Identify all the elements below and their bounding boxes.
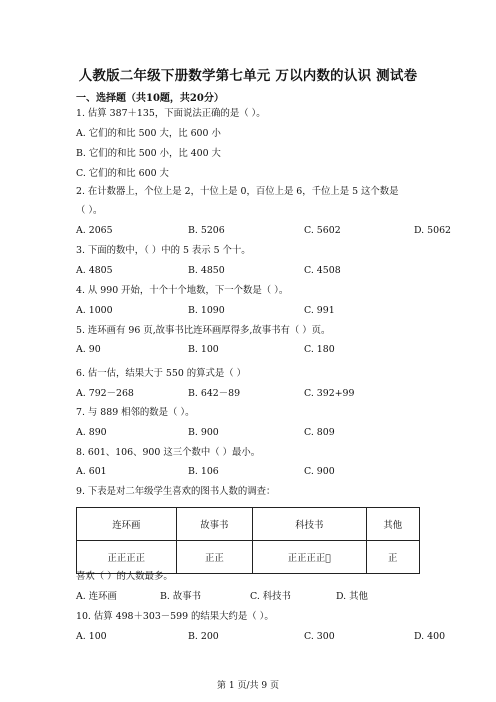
question-5-options [76,344,416,356]
option-c: C. 991 [304,305,335,316]
option-b: B. 642－89 [188,388,241,399]
option-b: B. 1090 [188,305,225,316]
option-d: D. 5062 [414,225,452,236]
option-c: C. 5602 [304,225,341,236]
tally-partial: 𠀆 [325,553,331,564]
page-footer: 第 1 页/共 9 页 [217,681,279,691]
option-b: B. 4850 [188,265,225,276]
option-b: B. 106 [188,466,219,477]
option-a: A. 890 [76,427,107,438]
option-a: A. 2065 [76,225,113,236]
option-c: C. 科技书 [250,591,291,602]
question-2-stem-cont: （ ）。 [76,205,103,216]
option-b: B. 100 [188,344,219,355]
question-3-stem: 3. 下面的数中，（ ）中的 5 表示 5 个十。 [76,245,251,256]
option-d: D. 400 [414,631,446,642]
option-a: A. 100 [76,631,107,642]
question-1-option-a: A. 它们的和比 500 大，比 600 小 [76,128,221,139]
option-a: A. 连环画 [76,591,117,602]
section-heading: 一、选择题（共10题，共20分） [76,93,224,104]
question-8-stem: 8. 601、106、900 这三个数中（ ）最小。 [76,447,261,458]
table-header-row [77,508,420,541]
table-cell: 科技书 [253,508,366,541]
question-5-stem: 5. 连环画有 96 页,故事书比连环画厚得多,故事书有（ ）页。 [76,325,331,336]
option-a: A. 601 [76,466,107,477]
question-3-options [76,265,416,277]
question-2-options [76,225,452,237]
question-4-stem: 4. 从 990 开始，十个十个地数，下一个数是（ ）。 [76,285,289,296]
option-c: C. 180 [304,344,335,355]
table-cell [253,541,366,574]
question-9-options [76,591,416,603]
table-row [77,541,420,574]
question-6-options [76,388,416,400]
survey-table [76,507,420,574]
page-title: 人教版二年级下册数学第七单元 万以内数的认识 测试卷 [78,68,418,84]
question-7-options [76,427,416,439]
option-c: C. 809 [304,427,335,438]
option-a: A. 4805 [76,265,113,276]
option-a: A. 90 [76,344,101,355]
option-b: B. 5206 [188,225,225,236]
question-1-stem: 1. 估算 387＋135，下面说法正确的是（ ）。 [76,108,266,119]
option-b: B. 故事书 [160,591,201,602]
question-6-stem: 6. 估一估，结果大于 550 的算式是（ ） [76,368,247,379]
table-cell: 正 [366,541,420,574]
table-cell: 其他 [366,508,420,541]
question-1-option-b: B. 它们的和比 500 小，比 400 大 [76,148,221,159]
option-a: A. 1000 [76,305,113,316]
table-cell: 正正正正 [77,541,177,574]
question-9-stem: 9. 下表是对二年级学生喜欢的图书人数的调查： [76,486,276,497]
question-7-stem: 7. 与 889 相邻的数是（ ）。 [76,407,195,418]
option-c: C. 900 [304,466,335,477]
question-9-followup: 喜欢（ ）的人数最多。 [76,571,173,582]
question-2-stem: 2. 在计数器上，个位上是 2，十位上是 0，百位上是 6，千位上是 5 这个数是 [76,186,399,197]
table-cell: 故事书 [176,508,253,541]
option-d: D. 其他 [336,591,368,602]
question-1-option-c: C. 它们的和比 600 大 [76,168,169,179]
option-a: A. 792－268 [76,388,134,399]
option-c: C. 392+99 [304,388,355,399]
table-cell: 正正 [176,541,253,574]
option-b: B. 900 [188,427,219,438]
table-cell: 连环画 [77,508,177,541]
option-b: B. 200 [188,631,219,642]
question-10-options [76,631,446,643]
question-10-stem: 10. 估算 498＋303－599 的结果大约是（ ）。 [76,611,274,622]
tally-text: 正正正正 [287,553,326,564]
question-8-options [76,466,416,478]
option-c: C. 4508 [304,265,341,276]
question-4-options [76,305,416,317]
option-c: C. 300 [304,631,335,642]
